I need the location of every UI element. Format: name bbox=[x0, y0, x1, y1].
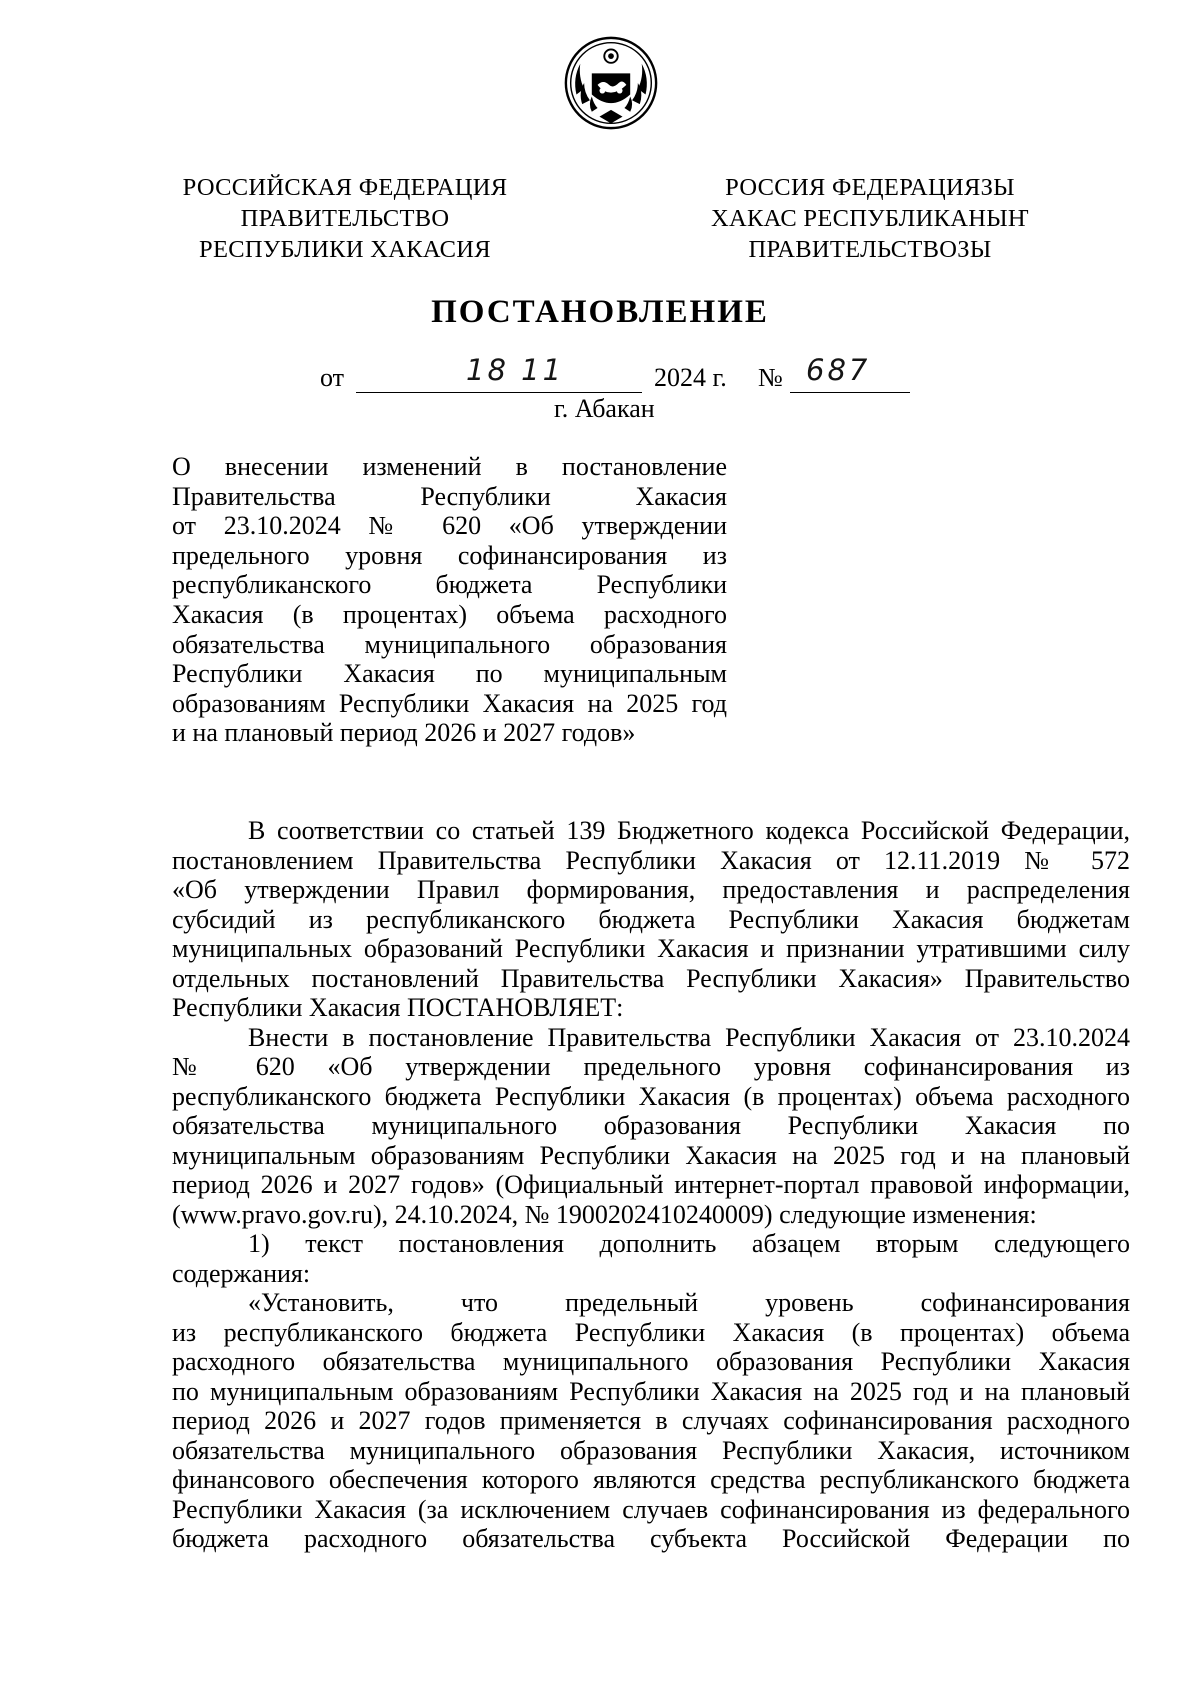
year-label: 2024 г. bbox=[654, 363, 727, 392]
body-line: период 2026 и 2027 годов применяется в случаях софинансирования расходного bbox=[172, 1406, 1130, 1435]
subject-line: Правительства Республики Хакасия bbox=[172, 481, 727, 511]
body-line: Республики Хакасия ПОСТАНОВЛЯЕТ: bbox=[172, 993, 624, 1022]
body-line: постановлением Правительства Республики Хакасия от 12.11.2019 № 572 bbox=[172, 845, 1130, 875]
body-line: отдельных постановлений Правительства Республики Хакасия» Правительство bbox=[172, 963, 1130, 993]
header-line: ПРАВИТЕЛЬСТВО bbox=[240, 205, 450, 232]
date-underline bbox=[356, 392, 642, 393]
handwritten-date: 18 11 bbox=[466, 353, 565, 387]
subject-line: О внесении изменений в постановление bbox=[172, 452, 727, 481]
header-line: ПРАВИТЕЛЬСТВОЗЫ bbox=[748, 236, 992, 263]
issuer-header-russian bbox=[175, 172, 515, 265]
body-line: 1) текст постановления дополнить абзацем вторым следующего bbox=[248, 1229, 1130, 1258]
number-underline bbox=[790, 392, 910, 393]
issuer-header-khakas bbox=[710, 172, 1030, 265]
body-line: финансового обеспечения которого являются средства республиканского бюджета bbox=[172, 1465, 1130, 1494]
subject-line: от 23.10.2024 № 620 «Об утверждении bbox=[172, 511, 727, 541]
document-title: ПОСТАНОВЛЕНИЕ bbox=[431, 294, 769, 330]
header-line: ХАКАС РЕСПУБЛИКАНЫҤ bbox=[710, 205, 1030, 232]
number-sign: № bbox=[758, 363, 783, 392]
subject-block bbox=[172, 452, 727, 748]
subject-line: предельного уровня софинансирования из bbox=[172, 540, 727, 570]
body-line: по муниципальным образованиям Республики Хакасия на 2025 год и на плановый bbox=[172, 1376, 1130, 1406]
body-line: Внести в постановление Правительства Республики Хакасия от 23.10.2024 bbox=[248, 1022, 1130, 1052]
body-line: муниципальных образований Республики Хакасия и признании утратившими силу bbox=[172, 934, 1130, 963]
body-text bbox=[172, 816, 1130, 1554]
body-line: содержания: bbox=[172, 1258, 311, 1288]
body-line: (www.pravo.gov.ru), 24.10.2024, № 1900202410240009) следующие изменения: bbox=[172, 1199, 1037, 1229]
date-prefix: от bbox=[320, 363, 345, 392]
body-line: муниципальным образованиям Республики Хакасия на 2025 год и на плановый bbox=[172, 1140, 1130, 1170]
subject-line: Хакасия (в процентах) объема расходного bbox=[172, 599, 727, 629]
header-line: РОССИЯ ФЕДЕРАЦИЯЗЫ bbox=[725, 174, 1015, 201]
subject-line: и на плановый период 2026 и 2027 годов» bbox=[172, 718, 636, 748]
header-line: РОССИЙСКАЯ ФЕДЕРАЦИЯ bbox=[182, 174, 508, 201]
body-line: «Установить, что предельный уровень софинансирования bbox=[248, 1288, 1130, 1317]
body-line: субсидий из республиканского бюджета Республики Хакасия бюджетам bbox=[172, 904, 1130, 934]
subject-line: Республики Хакасия по муниципальным bbox=[172, 659, 727, 689]
khakassia-coat-of-arms-emblem bbox=[563, 35, 659, 131]
body-line: период 2026 и 2027 годов» (Официальный интернет-портал правовой информации, bbox=[172, 1170, 1130, 1199]
body-line: «Об утверждении Правил формирования, предоставления и распределения bbox=[172, 875, 1130, 904]
body-line: обязательства муниципального образования Республики Хакасия по bbox=[172, 1111, 1130, 1140]
body-line: республиканского бюджета Республики Хакасия (в процентах) объема расходного bbox=[172, 1081, 1130, 1111]
body-line: № 620 «Об утверждении предельного уровня софинансирования из bbox=[172, 1052, 1130, 1081]
header-line: РЕСПУБЛИКИ ХАКАСИЯ bbox=[199, 236, 491, 263]
body-line: из республиканского бюджета Республики Хакасия (в процентах) объема bbox=[172, 1317, 1130, 1347]
body-line: обязательства муниципального образования Республики Хакасия, источником bbox=[172, 1435, 1130, 1465]
subject-line: республиканского бюджета Республики bbox=[172, 570, 727, 600]
body-line: расходного обязательства муниципального образования Республики Хакасия bbox=[172, 1347, 1130, 1376]
handwritten-document-number: 687 bbox=[806, 353, 871, 387]
city-label: г. Абакан bbox=[554, 394, 655, 423]
subject-line: образованиям Республики Хакасия на 2025 год bbox=[172, 688, 727, 718]
body-line: В соответствии со статьей 139 Бюджетного кодекса Российской Федерации, bbox=[248, 816, 1130, 845]
body-line: Республики Хакасия (за исключением случаев софинансирования из федерального bbox=[172, 1494, 1130, 1524]
body-line: бюджета расходного обязательства субъекта Российской Федерации по bbox=[172, 1524, 1130, 1553]
subject-line: обязательства муниципального образования bbox=[172, 629, 727, 659]
